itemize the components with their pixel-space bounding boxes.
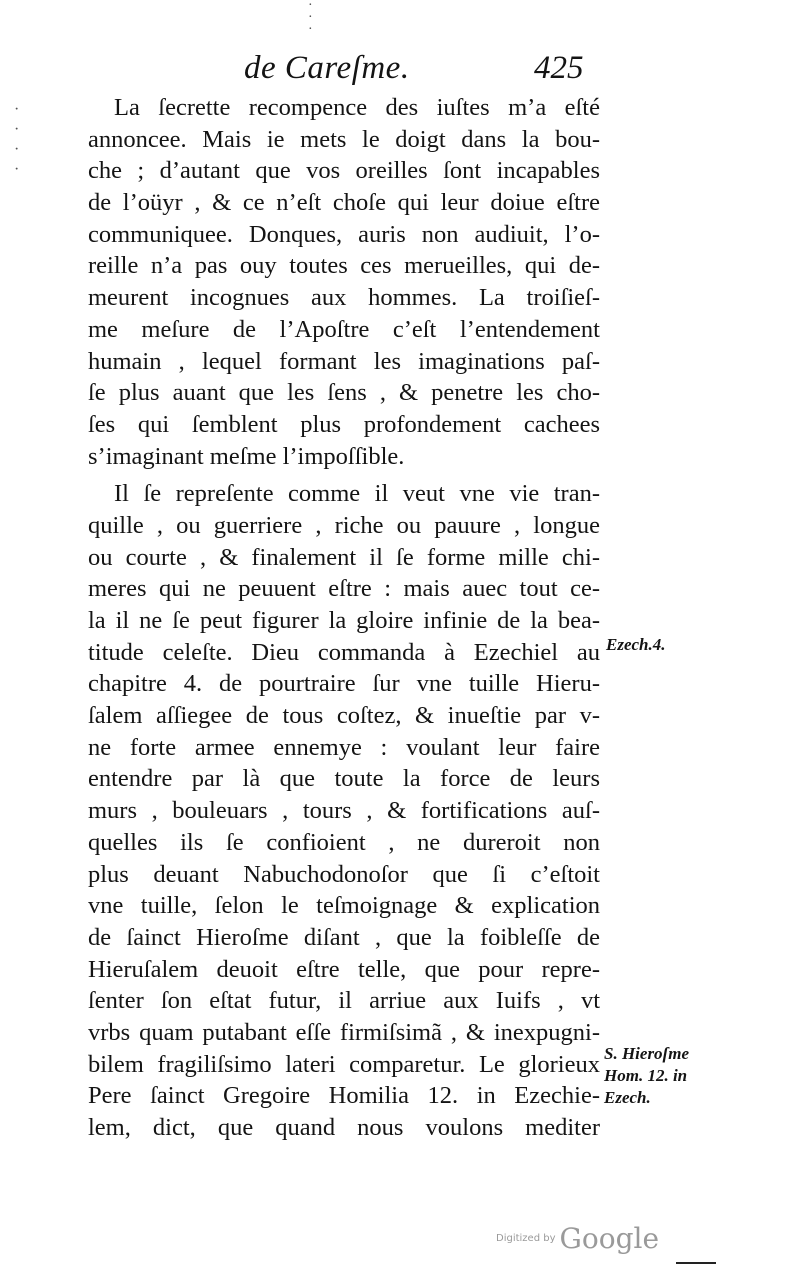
text-line: ſenter ſon eſtat futur, il arriue aux Iuifs , vt xyxy=(88,987,600,1015)
text-line: vne tuille, ſelon le teſmoignage & explication xyxy=(88,892,600,920)
margin-note-line: Hom. 12. in xyxy=(604,1066,688,1085)
text-line: meres qui ne peuuent eſtre : mais auec tout ce- xyxy=(88,575,600,603)
text-line: che ; d’autant que vos oreilles ſont incapables xyxy=(88,157,600,185)
text-line: ſes qui ſemblent plus profondement cachees xyxy=(88,410,600,438)
running-title: de Careſme. xyxy=(244,50,410,86)
text-line: Hieruſalem deuoit eſtre telle, que pour repre- xyxy=(88,955,600,983)
text-line: chapitre 4. de pourtraire ſur vne tuille Hieru- xyxy=(88,670,600,698)
text-line: bilem fragiliſsimo lateri comparetur. Le glorieux xyxy=(88,1050,600,1078)
text-line: la il ne ſe peut figurer la gloire infinie de la bea- xyxy=(88,607,600,634)
text-line: vrbs quam putabant eſſe firmiſsimã , & inexpugni- xyxy=(88,1018,600,1046)
watermark-prefix: Digitized by xyxy=(496,1233,556,1244)
text-line: humain , lequel formant les imaginations paſ- xyxy=(88,347,600,375)
text-line: titude celeſte. Dieu commanda à Ezechiel au xyxy=(88,638,600,666)
text-line: de l’oüyr , & ce n’eſt choſe qui leur doiue eſtre xyxy=(88,189,600,217)
text-line: entendre par là que toute la force de leurs xyxy=(88,765,600,793)
footer-rule xyxy=(676,1262,716,1264)
text-line: annoncee. Mais ie mets le doigt dans la bou- xyxy=(88,125,600,153)
digitized-watermark xyxy=(496,1222,659,1255)
text-line: quelles ils ſe confioient , ne dureroit non xyxy=(88,828,600,856)
text-line: lem, dict, que quand nous voulons mediter xyxy=(88,1114,600,1141)
margin-scan-marks: · · · · xyxy=(14,101,20,178)
margin-note-line: S. Hieroſme xyxy=(604,1044,689,1063)
margin-note-line: Ezech. xyxy=(604,1088,651,1107)
text-line: de ſainct Hieroſme diſant , que la foibleſſe de xyxy=(88,923,600,951)
text-line: ne forte armee ennemye : voulant leur faire xyxy=(88,733,600,761)
watermark-brand: Google xyxy=(559,1222,660,1255)
text-line: ſalem aſſiegee de tous coſtez, & inueſtie par v- xyxy=(88,702,600,730)
body-text xyxy=(88,92,600,1144)
text-line: murs , bouleuars , tours , & fortifications auſ- xyxy=(88,797,600,825)
text-line: ou courte , & finalement il ſe forme mille chi- xyxy=(88,543,600,571)
text-line: meurent incognues aux hommes. La troiſieſ- xyxy=(88,284,600,312)
text-line: plus deuant Nabuchodonoſor que ſi c’eſtoit xyxy=(88,860,600,888)
text-line: Il ſe repreſente comme il veut vne vie tran- xyxy=(114,480,600,508)
margin-note-ezech: Ezech.4. xyxy=(606,635,666,654)
text-line: ſe plus auant que les ſens , & penetre les cho- xyxy=(88,379,600,407)
text-line: quille , ou guerriere , riche ou pauure , longue xyxy=(88,511,600,539)
text-line: s’imaginant meſme l’impoſſible. xyxy=(88,442,405,470)
text-line: Pere ſainct Gregoire Homilia 12. in Ezechie- xyxy=(88,1082,600,1110)
text-line: La ſecrette recompence des iuſtes m’a eſté xyxy=(114,94,600,121)
scan-artifact-marks: · · · xyxy=(308,0,313,37)
text-line: reille n’a pas ouy toutes ces merueilles, qui de- xyxy=(88,252,600,280)
page-number: 425 xyxy=(534,50,584,86)
text-line: me meſure de l’Apoſtre c’eſt l’entendement xyxy=(88,315,600,343)
margin-note-hierosme xyxy=(604,1043,689,1109)
text-line: communiquee. Donques, auris non audiuit, l’o- xyxy=(88,220,600,248)
